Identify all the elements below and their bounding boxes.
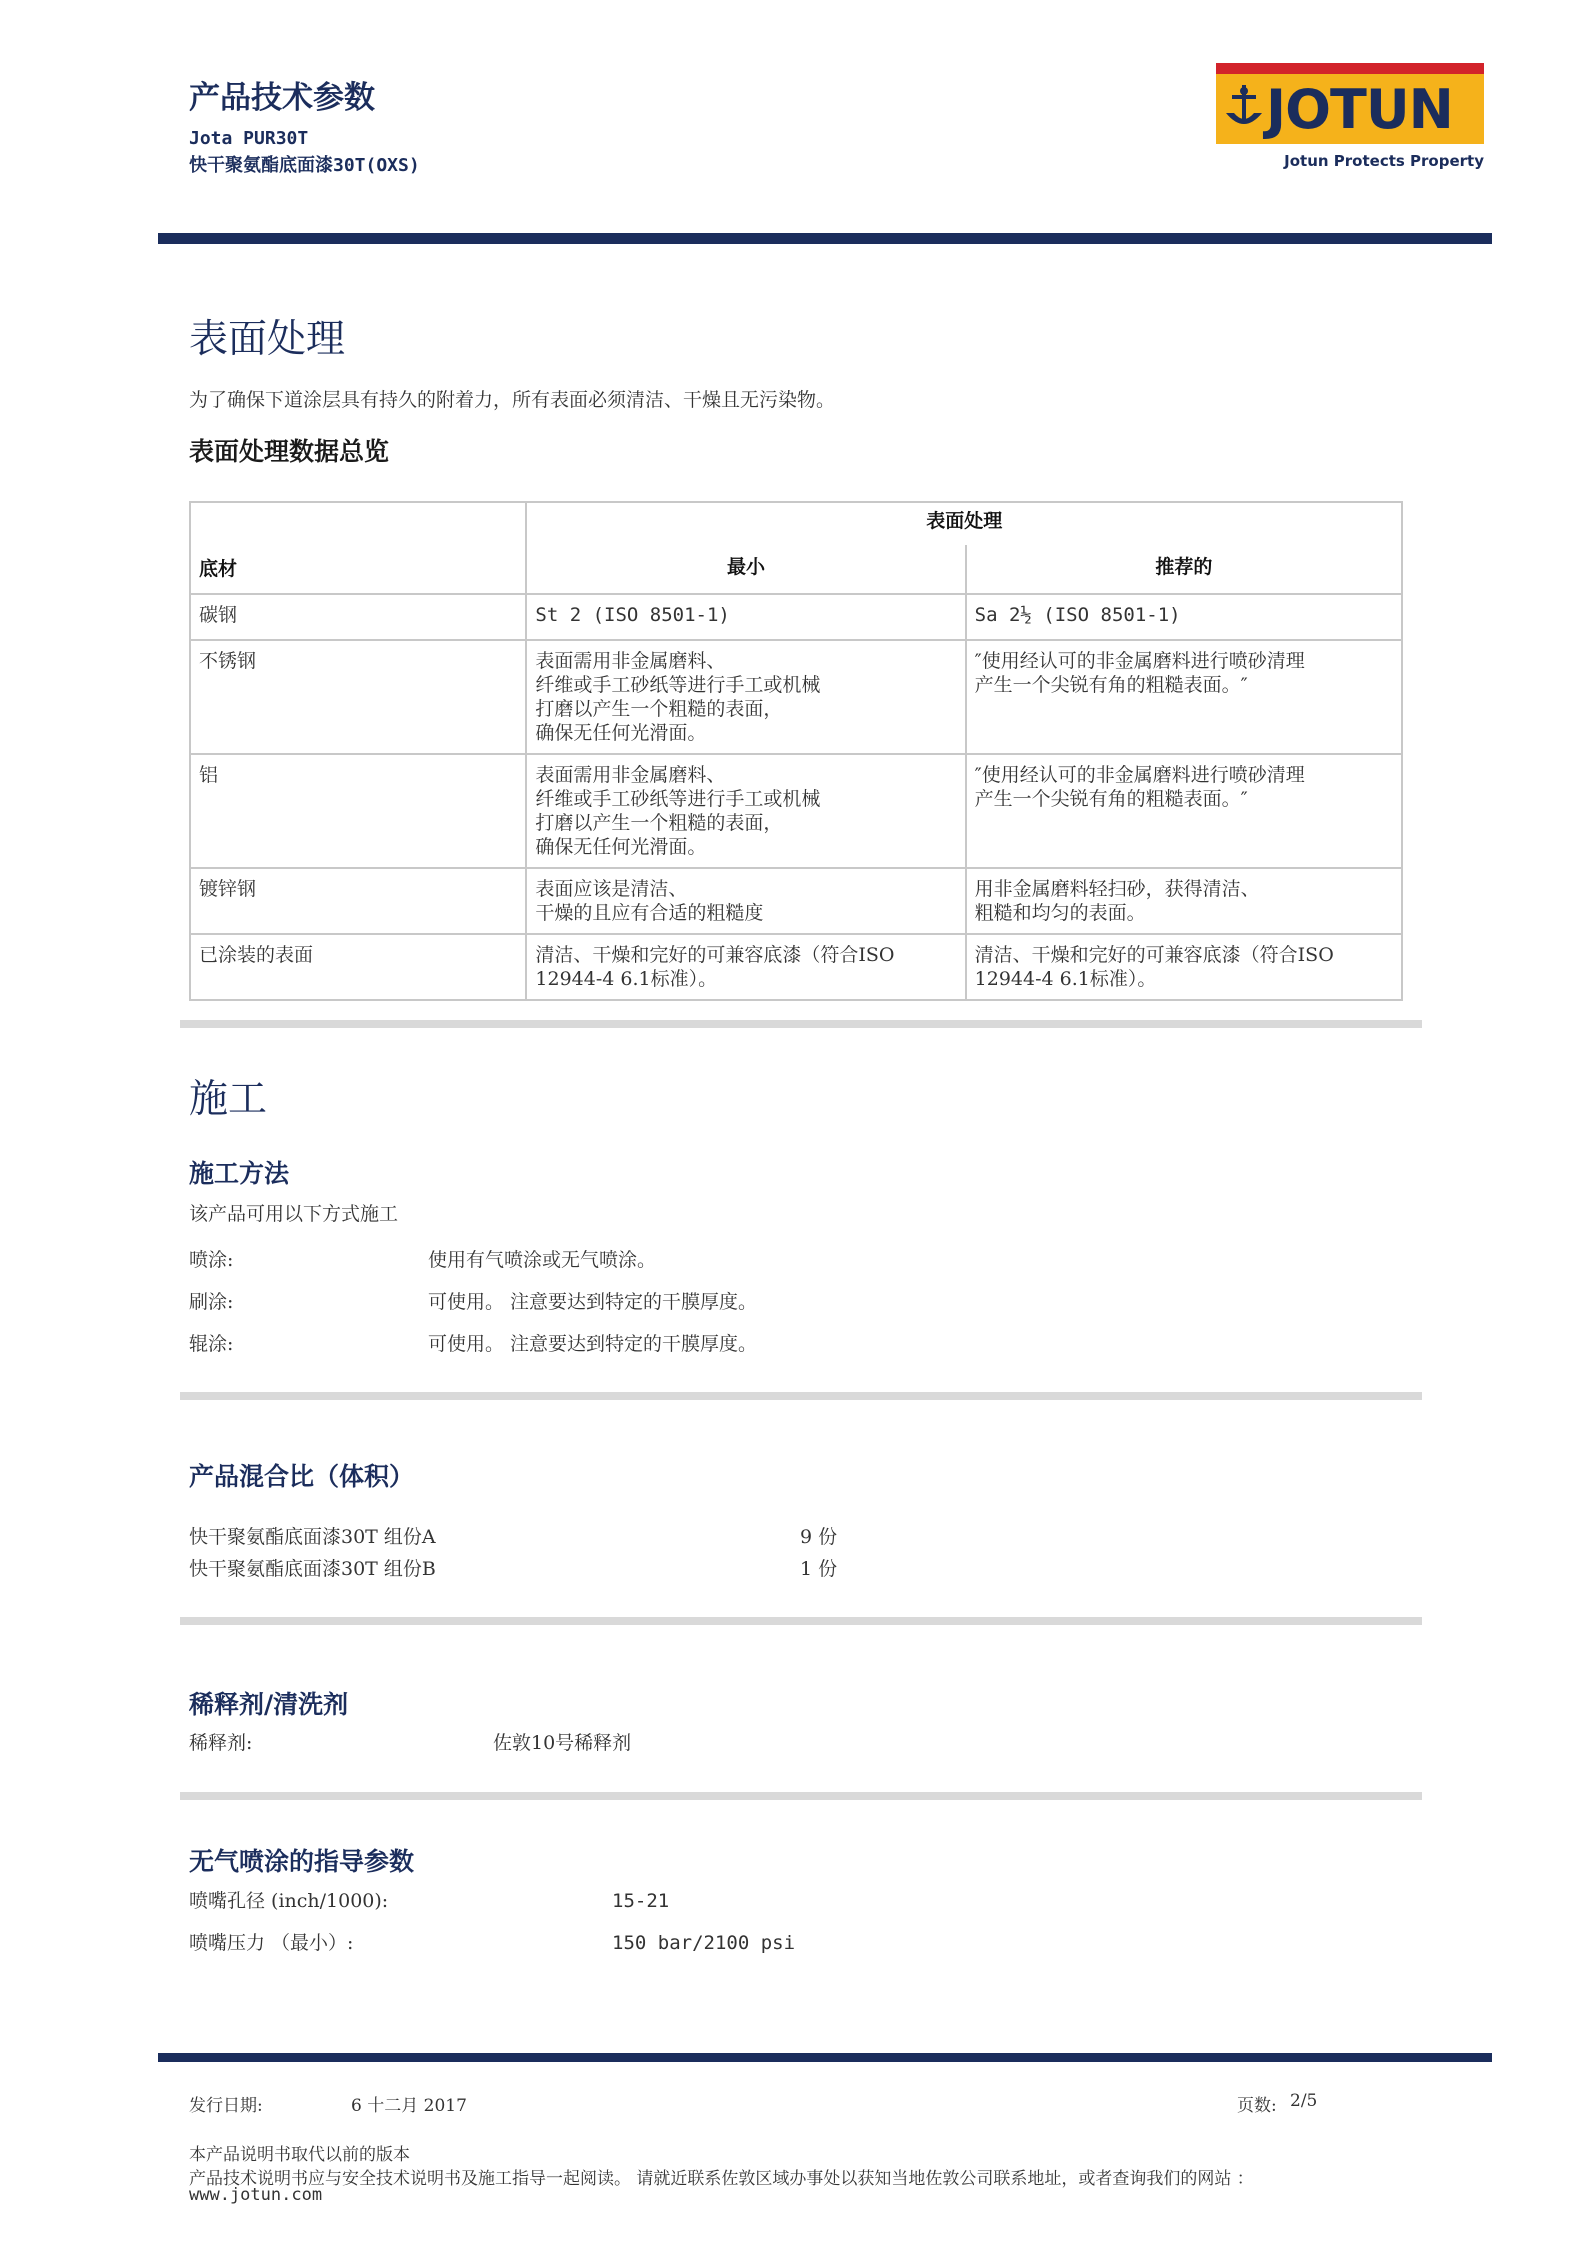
surface-prep-table <box>189 501 1403 1001</box>
airless-title: 无气喷涂的指导参数 <box>189 1847 415 1876</box>
page-label: 页数: <box>1237 2096 1277 2116</box>
header-divider <box>158 233 1492 244</box>
table-row <box>190 640 1402 754</box>
mixing-title: 产品混合比（体积） <box>189 1462 415 1491</box>
product-code: Jota PUR30T <box>189 128 309 149</box>
airless-label-pressure: 喷嘴压力 （最小）: <box>189 1932 354 1954</box>
table-header-row <box>190 502 1402 545</box>
col-group-surface: 表面处理 <box>526 502 1402 545</box>
method-value-roller: 可使用。 注意要达到特定的干膜厚度。 <box>428 1333 758 1355</box>
mixing-parts-b: 1 份 <box>800 1558 838 1580</box>
mixing-component-b: 快干聚氨酯底面漆30T 组份B <box>189 1558 436 1580</box>
logo-red-bar <box>1216 63 1484 74</box>
cell-substrate: 碳钢 <box>190 594 526 640</box>
col-rec: 推荐的 <box>966 545 1402 594</box>
footer-note-read: 产品技术说明书应与安全技术说明书及施工指导一起阅读。 请就近联系佐敦区域办事处以获知当地佐敦公司联系地址，或者查询我们的网站 ： <box>189 2169 1254 2189</box>
page-number: 2/5 <box>1290 2091 1318 2111</box>
cell-min: 清洁、干燥和完好的可兼容底漆（符合ISO 12944-4 6.1标准）。 <box>526 934 965 1000</box>
issue-date: 6 十二月 2017 <box>351 2096 467 2116</box>
cell-min: 表面应该是清洁、 干燥的且应有合适的粗糙度 <box>526 868 965 934</box>
airless-value-pressure: 150 bar/2100 psi <box>612 1932 796 1954</box>
table-row <box>190 754 1402 868</box>
footer-website-link[interactable]: www.jotun.com <box>189 2185 323 2205</box>
col-substrate: 底材 <box>190 502 526 594</box>
footer-divider <box>158 2053 1492 2062</box>
cell-min: St 2 (ISO 8501-1) <box>526 594 965 640</box>
logo-wordmark: JOTUN <box>1266 78 1453 141</box>
cell-substrate: 不锈钢 <box>190 640 526 754</box>
product-name: 快干聚氨酯底面漆30T(OXS) <box>189 155 420 176</box>
section-divider <box>180 1020 1422 1028</box>
thinner-value: 佐敦10号稀释剂 <box>493 1732 632 1754</box>
airless-value-tip: 15-21 <box>612 1890 670 1912</box>
cell-substrate: 铝 <box>190 754 526 868</box>
section-divider <box>180 1792 1422 1800</box>
method-title: 施工方法 <box>189 1159 290 1188</box>
section-divider <box>180 1617 1422 1625</box>
mixing-component-a: 快干聚氨酯底面漆30T 组份A <box>189 1526 436 1548</box>
document-title: 产品技术参数 <box>189 80 375 116</box>
thinner-title: 稀释剂/清洗剂 <box>189 1690 349 1719</box>
method-label-spray: 喷涂: <box>189 1249 234 1271</box>
surface-table-title: 表面处理数据总览 <box>189 437 390 466</box>
thinner-label: 稀释剂: <box>189 1732 253 1754</box>
method-label-brush: 刷涂: <box>189 1291 234 1313</box>
issue-date-label: 发行日期: <box>189 2096 263 2116</box>
method-label-roller: 辊涂: <box>189 1333 234 1355</box>
surface-heading: 表面处理 <box>189 317 346 362</box>
cell-min: 表面需用非金属磨料、 纤维或手工砂纸等进行手工或机械 打磨以产生一个粗糙的表面， 确保无任何光滑面。 <box>526 754 965 868</box>
cell-substrate: 已涂装的表面 <box>190 934 526 1000</box>
ship-emblem-icon <box>1224 83 1264 135</box>
airless-label-tip: 喷嘴孔径 (inch/1000): <box>189 1890 389 1912</box>
table-row <box>190 594 1402 640</box>
application-heading: 施工 <box>189 1077 268 1122</box>
cell-rec: ″使用经认可的非金属磨料进行喷砂清理 产生一个尖锐有角的粗糙表面。″ <box>966 754 1402 868</box>
table-row <box>190 868 1402 934</box>
cell-rec: Sa 2½ (ISO 8501-1) <box>966 594 1402 640</box>
footer-note-supersede: 本产品说明书取代以前的版本 <box>189 2145 410 2165</box>
cell-rec: 清洁、干燥和完好的可兼容底漆（符合ISO 12944-4 6.1标准）。 <box>966 934 1402 1000</box>
method-intro: 该产品可用以下方式施工 <box>189 1203 399 1225</box>
method-value-spray: 使用有气喷涂或无气喷涂。 <box>428 1249 657 1271</box>
jotun-logo <box>1216 63 1484 170</box>
cell-min: 表面需用非金属磨料、 纤维或手工砂纸等进行手工或机械 打磨以产生一个粗糙的表面， 确保无任何光滑面。 <box>526 640 965 754</box>
table-row <box>190 934 1402 1000</box>
cell-rec: ″使用经认可的非金属磨料进行喷砂清理 产生一个尖锐有角的粗糙表面。″ <box>966 640 1402 754</box>
cell-rec: 用非金属磨料轻扫砂，获得清洁、 粗糙和均匀的表面。 <box>966 868 1402 934</box>
method-value-brush: 可使用。 注意要达到特定的干膜厚度。 <box>428 1291 758 1313</box>
cell-substrate: 镀锌钢 <box>190 868 526 934</box>
logo-yellow-box <box>1216 74 1484 144</box>
mixing-parts-a: 9 份 <box>800 1526 838 1548</box>
col-min: 最小 <box>526 545 965 594</box>
section-divider <box>180 1392 1422 1400</box>
logo-tagline: Jotun Protects Property <box>1284 152 1484 170</box>
surface-intro: 为了确保下道涂层具有持久的附着力，所有表面必须清洁、干燥且无污染物。 <box>189 389 836 411</box>
